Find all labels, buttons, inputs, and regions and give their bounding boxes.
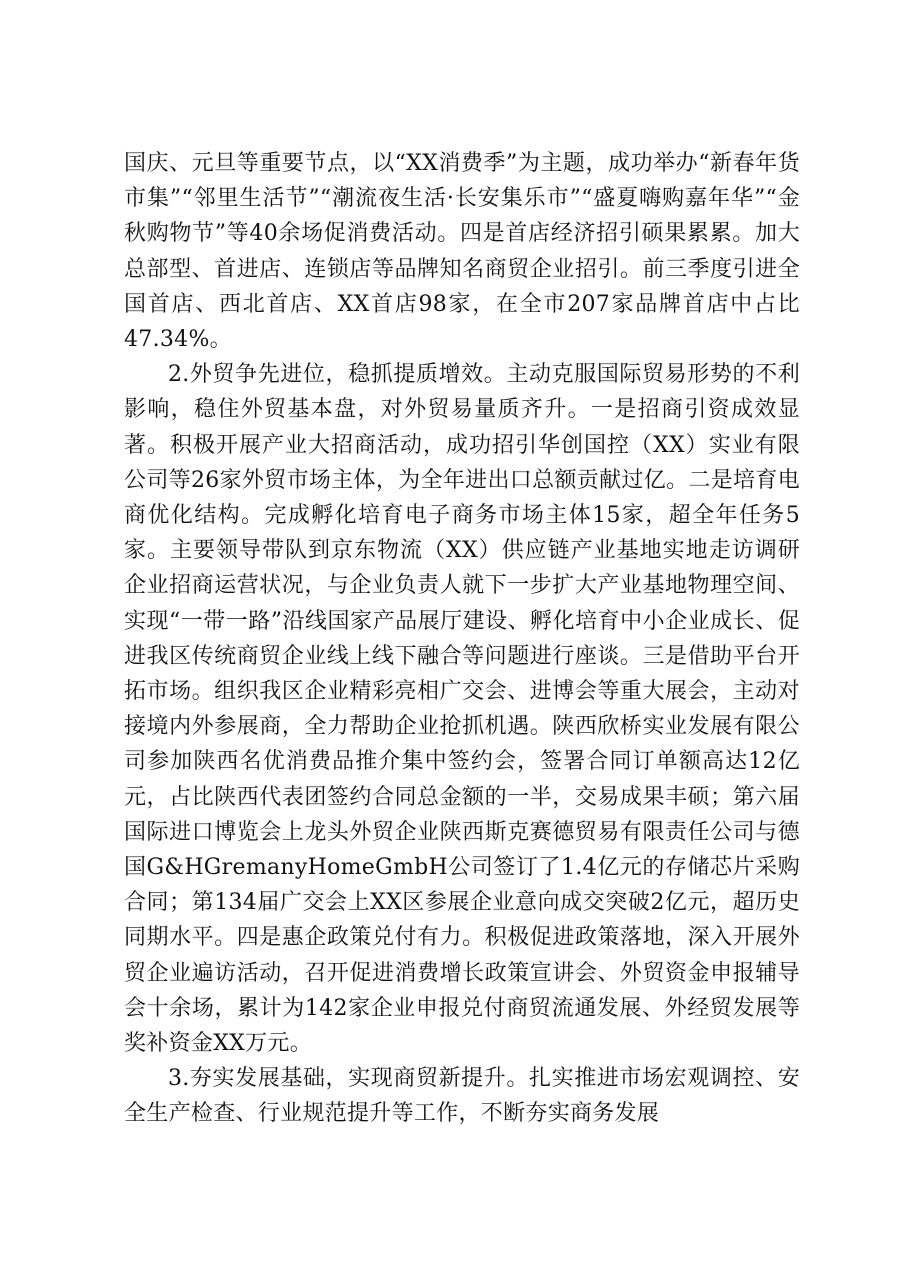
paragraph-consumption-activities: 国庆、元旦等重要节点，以“XX消费季”为主题，成功举办“新春年货市集”“邻里生活节”“潮流夜生活·长安集乐市”“盛夏嗨购嘉年华”“金秋购物节”等40余场促消费活动。四是首店经济招引硕果累累。加大总部型、首进店、连锁店等品牌知名商贸企业招引。前三季度引进全国首店、西北首店、XX首店98家，在全市207家品牌首店中占比47.34%。: [124, 151, 800, 353]
paragraph-development-foundation: 3.夯实发展基础，实现商贸新提升。扎实推进市场宏观调控、安全生产检查、行业规范提升等工作，不断夯实商务发展: [124, 1066, 800, 1127]
document-body: [124, 146, 800, 1132]
paragraph-foreign-trade: 2.外贸争先进位，稳抓提质增效。主动克服国际贸易形势的不利影响，稳住外贸基本盘，对外贸易量质齐升。一是招商引资成效显著。积极开展产业大招商活动，成功招引华创国控（XX）实业有限公司等26家外贸市场主体，为全年进出口总额贡献过亿。二是培育电商优化结构。完成孵化培育电子商务市场主体15家，超全年任务5家。主要领导带队到京东物流（XX）供应链产业基地实地走访调研企业招商运营状况，与企业负责人就下一步扩大产业基地物理空间、实现“一带一路”沿线国家产品展厅建设、孵化培育中小企业成长、促进我区传统商贸企业线上线下融合等问题进行座谈。三是借助平台开拓市场。组织我区企业精彩亮相广交会、进博会等重大展会，主动对接境内外参展商，全力帮助企业抢抓机遇。陕西欣桥实业发展有限公司参加陕西名优消费品推介集中签约会，签署合同订单额高达12亿元，占比陕西代表团签约合同总金额的一半，交易成果丰硕；第六届国际进口博览会上龙头外贸企业陕西斯克赛德贸易有限责任公司与德国G&HGremanyHomeGmbH公司签订了1.4亿元的存储芯片采购合同；第134届广交会上XX区参展企业意向成交突破2亿元，超历史同期水平。四是惠企政策兑付有力。积极促进政策落地，深入开展外贸企业遍访活动，召开促进消费增长政策宣讲会、外贸资金申报辅导会十余场，累计为142家企业申报兑付商贸流通发展、外经贸发展等奖补资金XX万元。: [124, 362, 800, 1057]
